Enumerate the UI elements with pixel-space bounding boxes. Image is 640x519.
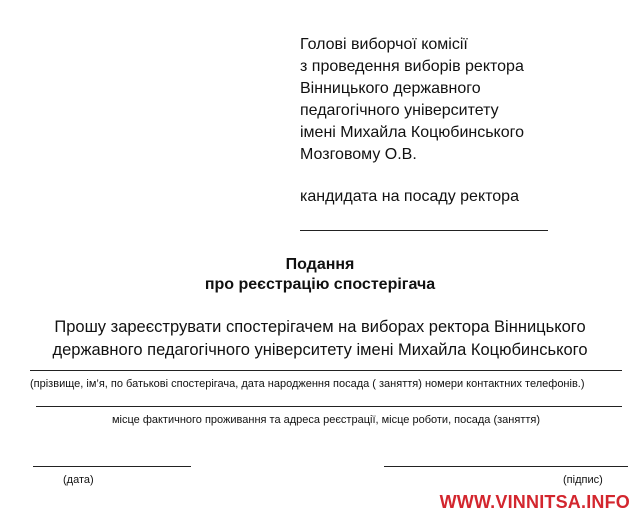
request-text-line-2: державного педагогічного університету імені Михайла Коцюбинського xyxy=(52,341,588,359)
residence-info-caption: місце фактичного проживання та адреса реєстрації, місце роботи, посада (заняття) xyxy=(111,414,541,426)
addressee-block xyxy=(300,34,524,166)
candidate-name-line xyxy=(300,230,548,231)
addressee-line: імені Михайла Коцюбинського xyxy=(300,124,525,141)
document-title: Подання xyxy=(285,256,355,273)
request-text-line-1: Прошу зареєструвати спостерігачем на виборах ректора Вінницького xyxy=(54,318,586,336)
document-subtitle: про реєстрацію спостерігача xyxy=(204,276,436,293)
watermark-text: WWW.VINNITSA.INFO xyxy=(439,492,630,512)
observer-info-caption: (прізвище, ім’я, по батькові спостерігача, дата народження посада ( заняття) номери контактних телефонів.) xyxy=(30,378,585,390)
candidate-label: кандидата на посаду ректора xyxy=(300,188,519,205)
addressee-line: педагогічного університету xyxy=(300,102,499,119)
addressee-line: Голові виборчої комісії xyxy=(300,36,468,53)
addressee-line: з проведення виборів ректора xyxy=(300,58,524,75)
residence-info-line xyxy=(36,406,622,407)
date-line xyxy=(33,466,191,467)
date-label: (дата) xyxy=(63,474,94,486)
addressee-line: Вінницького державного xyxy=(300,80,481,97)
signature-line xyxy=(384,466,628,467)
signature-label: (підпис) xyxy=(563,474,603,486)
observer-info-line xyxy=(30,370,622,371)
addressee-line: Мозговому О.В. xyxy=(300,146,417,163)
